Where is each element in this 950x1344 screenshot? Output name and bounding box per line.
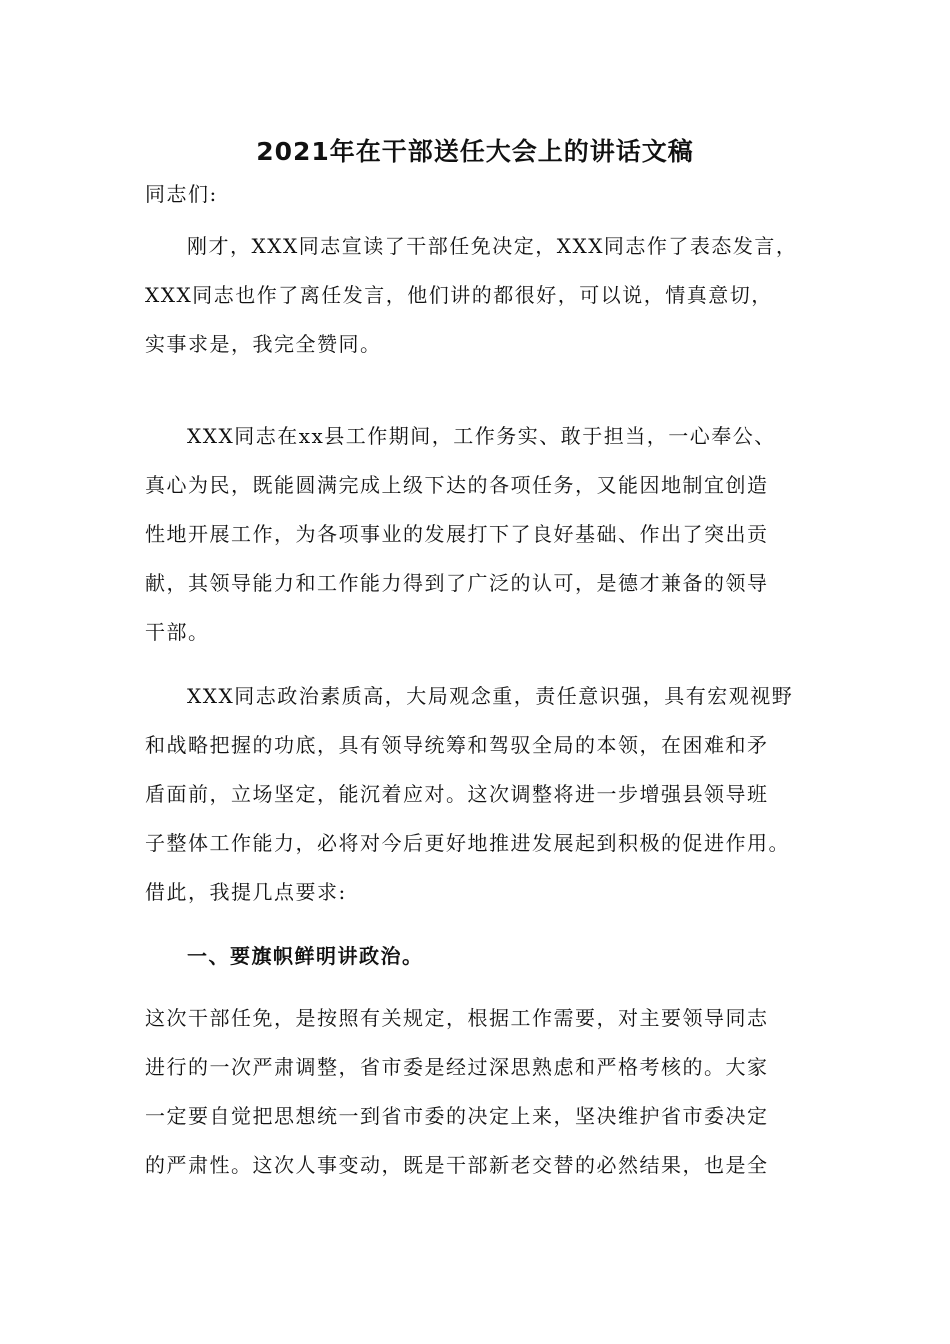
section-paragraph (145, 994, 825, 1190)
paragraph-2 (145, 412, 825, 657)
paragraph-line: 实事求是，我完全赞同。 (145, 332, 382, 356)
paragraph-line: XXX同志在xx县工作期间，工作务实、敢于担当，一心奉公、 (187, 424, 776, 448)
paragraph-line: 献，其领导能力和工作能力得到了广泛的认可，是德才兼备的领导 (145, 571, 769, 595)
paragraph-line: 真心为民，既能圆满完成上级下达的各项任务，又能因地制宜创造 (145, 473, 769, 497)
paragraph-line: 性地开展工作，为各项事业的发展打下了良好基础、作出了突出贡 (145, 522, 769, 546)
section-heading: 一、要旗帜鲜明讲政治。 (187, 944, 424, 968)
paragraph-line: 这次干部任免，是按照有关规定，根据工作需要，对主要领导同志 (145, 1006, 769, 1030)
paragraph-line: 借此，我提几点要求: (145, 880, 347, 904)
paragraph-line: 盾面前，立场坚定，能沉着应对。这次调整将进一步增强县领导班 (145, 782, 769, 806)
paragraph-line: 子整体工作能力，必将对今后更好地推进发展起到积极的促进作用。 (145, 831, 790, 855)
document-title: 2021年在干部送任大会上的讲话文稿 (256, 137, 694, 166)
paragraph-line: 刚才，XXX同志宣读了干部任免决定，XXX同志作了表态发言， (187, 234, 798, 258)
paragraph-line: 一定要自觉把思想统一到省市委的决定上来，坚决维护省市委决定 (145, 1104, 769, 1128)
paragraph-line: XXX同志也作了离任发言，他们讲的都很好，可以说，情真意切， (145, 283, 773, 307)
paragraph-3 (145, 672, 825, 917)
greeting-block (145, 170, 825, 219)
paragraph-line: 进行的一次严肃调整，省市委是经过深思熟虑和严格考核的。大家 (145, 1055, 769, 1079)
paragraph-line: 干部。 (145, 620, 210, 644)
paragraph-line: 的严肃性。这次人事变动，既是干部新老交替的必然结果，也是全 (145, 1153, 769, 1177)
section-heading-block (145, 932, 825, 981)
paragraph-line: 和战略把握的功底，具有领导统筹和驾驭全局的本领，在困难和矛 (145, 733, 769, 757)
paragraph-1 (145, 222, 825, 369)
greeting: 同志们: (145, 182, 218, 206)
paragraph-line: XXX同志政治素质高，大局观念重，责任意识强，具有宏观视野 (187, 684, 794, 708)
